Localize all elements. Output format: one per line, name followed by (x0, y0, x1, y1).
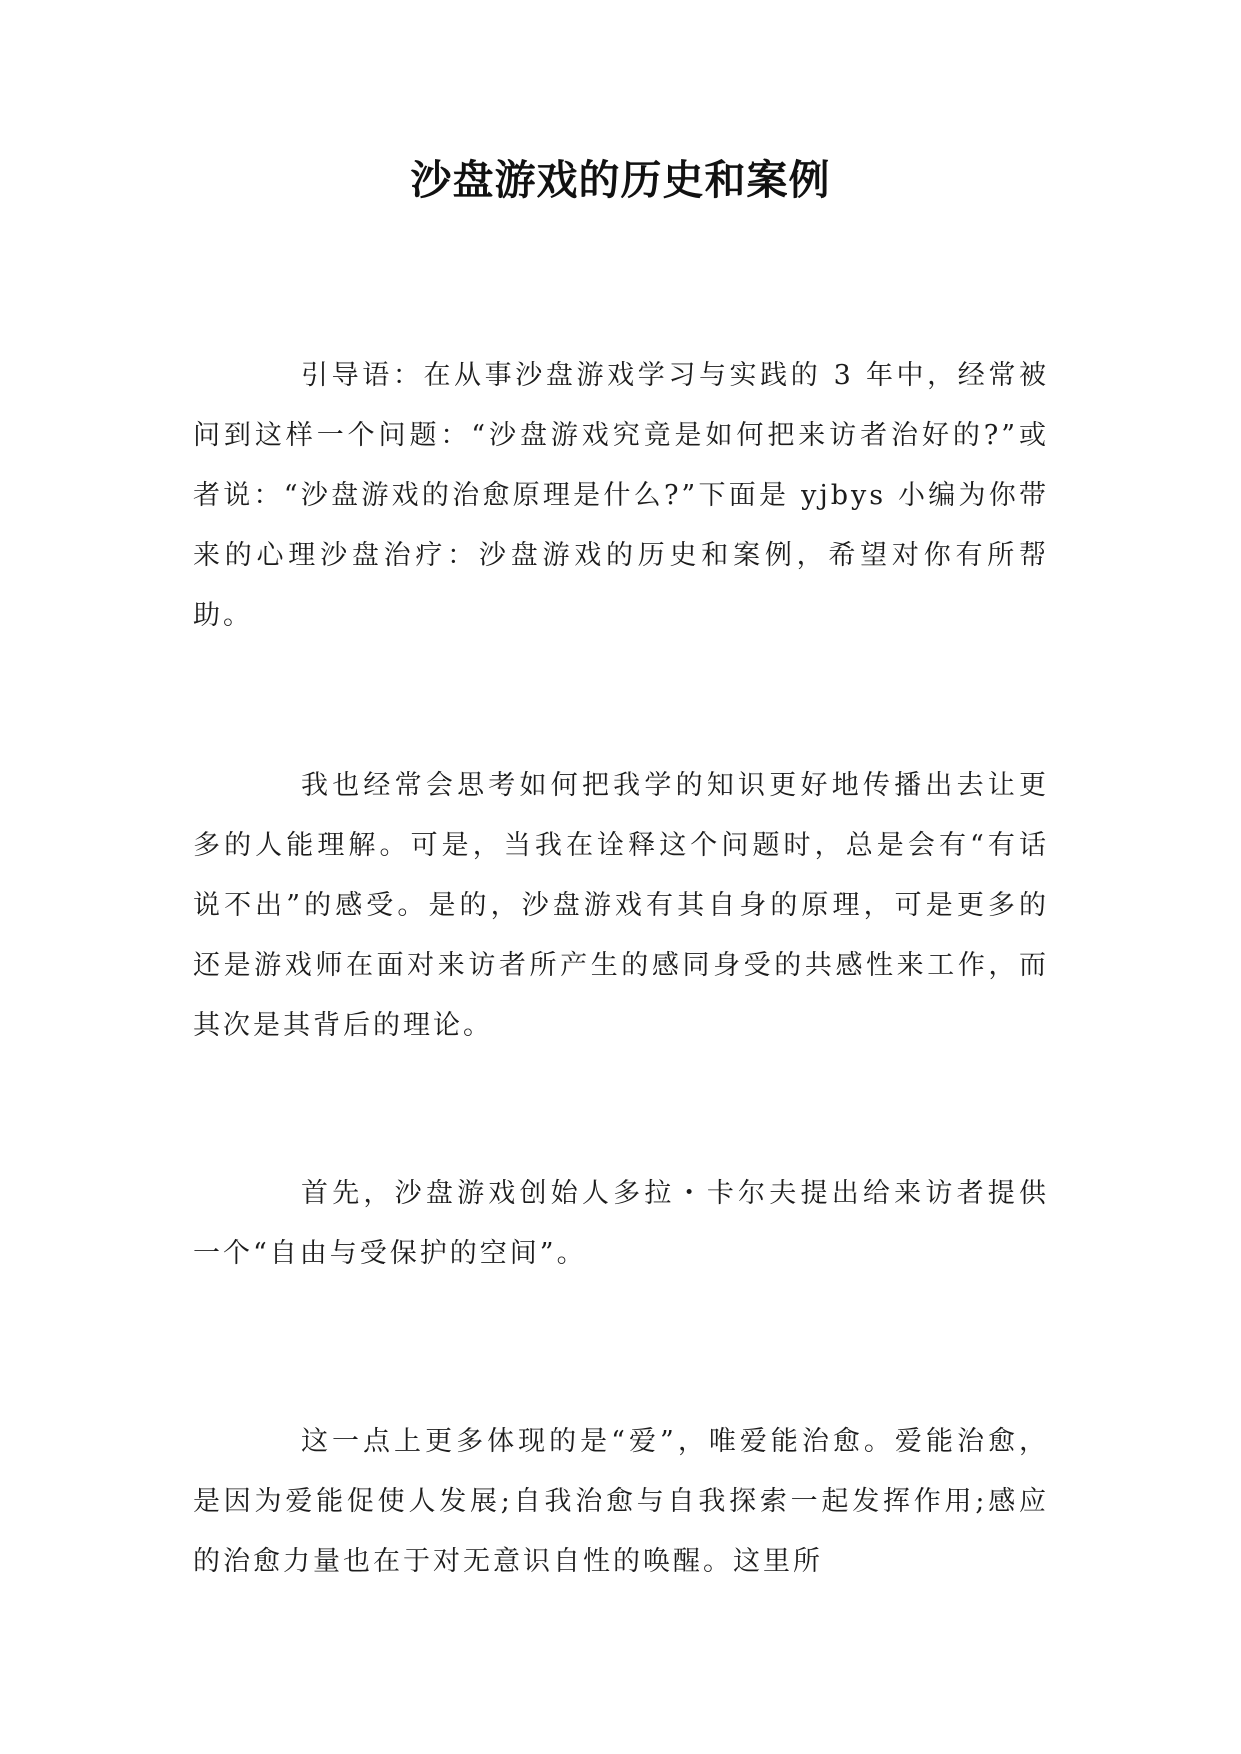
paragraph-love: 这一点上更多体现的是“爱”，唯爱能治愈。爱能治愈，是因为爱能促使人发展;自我治愈与自我探索一起发挥作用;感应的治愈力量也在于对无意识自性的唤醒。这里所 (193, 1426, 1049, 1577)
document-title: 沙盘游戏的历史和案例 (410, 156, 831, 204)
paragraph-reflection: 我也经常会思考如何把我学的知识更好地传播出去让更多的人能理解。可是，当我在诠释这个问题时，总是会有“有话说不出”的感受。是的，沙盘游戏有其自身的原理，可是更多的还是游戏师在面对来访者所产生的感同身受的共感性来工作，而其次是其背后的理论。 (193, 770, 1049, 1041)
paragraph-founder: 首先，沙盘游戏创始人多拉・卡尔夫提出给来访者提供一个“自由与受保护的空间”。 (193, 1178, 1049, 1269)
paragraph-introduction: 引导语：在从事沙盘游戏学习与实践的 3 年中，经常被问到这样一个问题：“沙盘游戏究竟是如何把来访者治好的?”或者说：“沙盘游戏的治愈原理是什么?”下面是 yjbys 小编为你带来的心理沙盘治疗：沙盘游戏的历史和案例，希望对你有所帮助。 (193, 360, 1049, 631)
